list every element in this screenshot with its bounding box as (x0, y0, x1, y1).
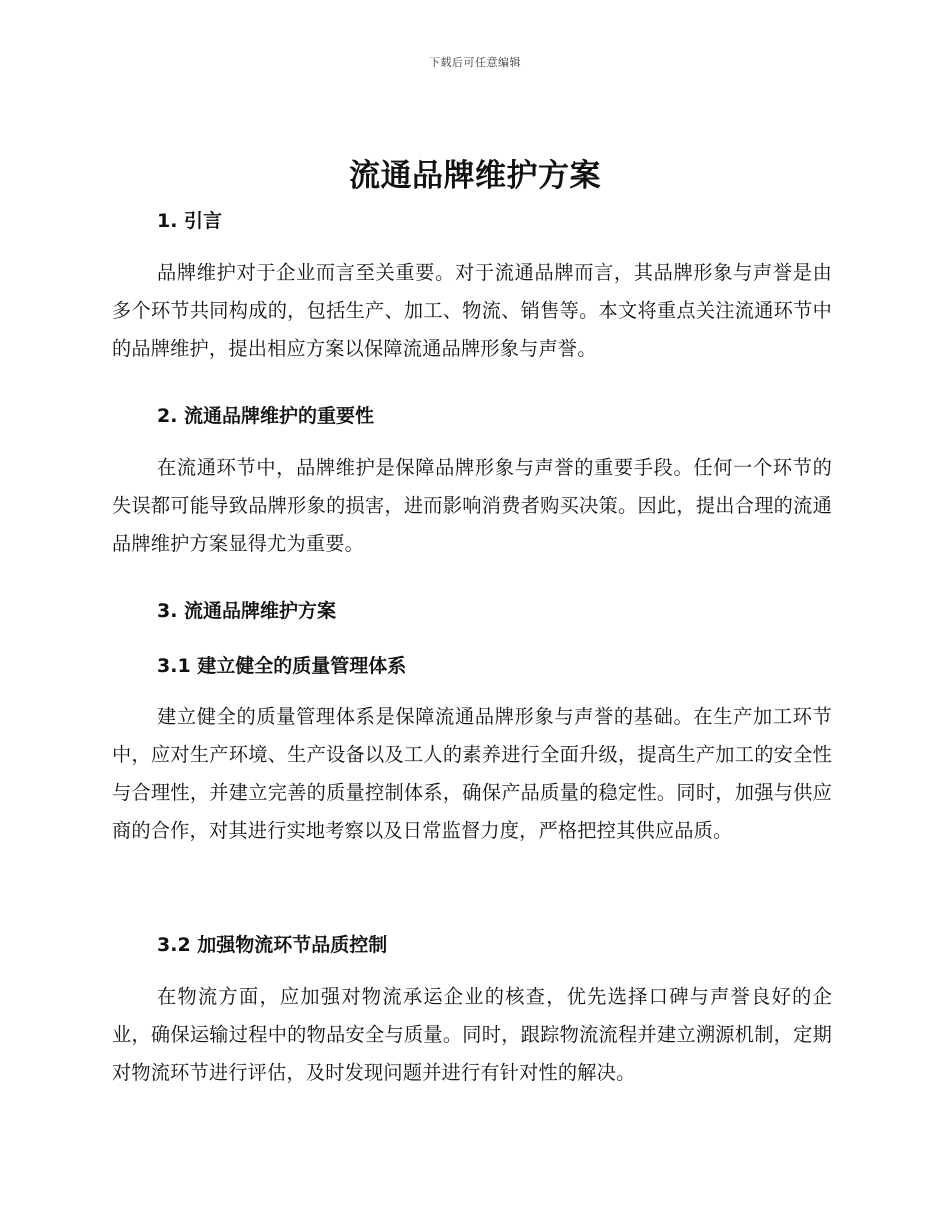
section-paragraph-introduction: 品牌维护对于企业而言至关重要。对于流通品牌而言，其品牌形象与声誉是由多个环节共同构成的，包括生产、加工、物流、销售等。本文将重点关注流通环节中的品牌维护，提出相应方案以保障流通品牌形象与声誉。 (112, 261, 832, 360)
page-header-note: 下载后可任意编辑 (429, 56, 521, 69)
section-heading-plan: 3. 流通品牌维护方案 (157, 600, 337, 622)
section-paragraph-quality-system: 建立健全的质量管理体系是保障流通品牌形象与声誉的基础。在生产加工环节中，应对生产环境、生产设备以及工人的素养进行全面升级，提高生产加工的安全性与合理性，并建立完善的质量控制体系，确保产品质量的稳定性。同时，加强与供应商的合作，对其进行实地考察以及日常监督力度，严格把控其供应品质。 (112, 705, 832, 842)
section-heading-quality-system: 3.1 建立健全的质量管理体系 (157, 655, 407, 677)
section-heading-logistics-control: 3.2 加强物流环节品质控制 (157, 934, 388, 956)
section-heading-introduction: 1. 引言 (157, 210, 223, 232)
document-title: 流通品牌维护方案 (349, 158, 601, 194)
section-heading-importance: 2. 流通品牌维护的重要性 (157, 405, 375, 427)
section-paragraph-importance: 在流通环节中，品牌维护是保障品牌形象与声誉的重要手段。任何一个环节的失误都可能导致品牌形象的损害，进而影响消费者购买决策。因此，提出合理的流通品牌维护方案显得尤为重要。 (112, 456, 832, 555)
section-paragraph-logistics-control: 在物流方面，应加强对物流承运企业的核查，优先选择口碑与声誉良好的企业，确保运输过程中的物品安全与质量。同时，跟踪物流流程并建立溯源机制，定期对物流环节进行评估，及时发现问题并进行有针对性的解决。 (112, 985, 832, 1084)
